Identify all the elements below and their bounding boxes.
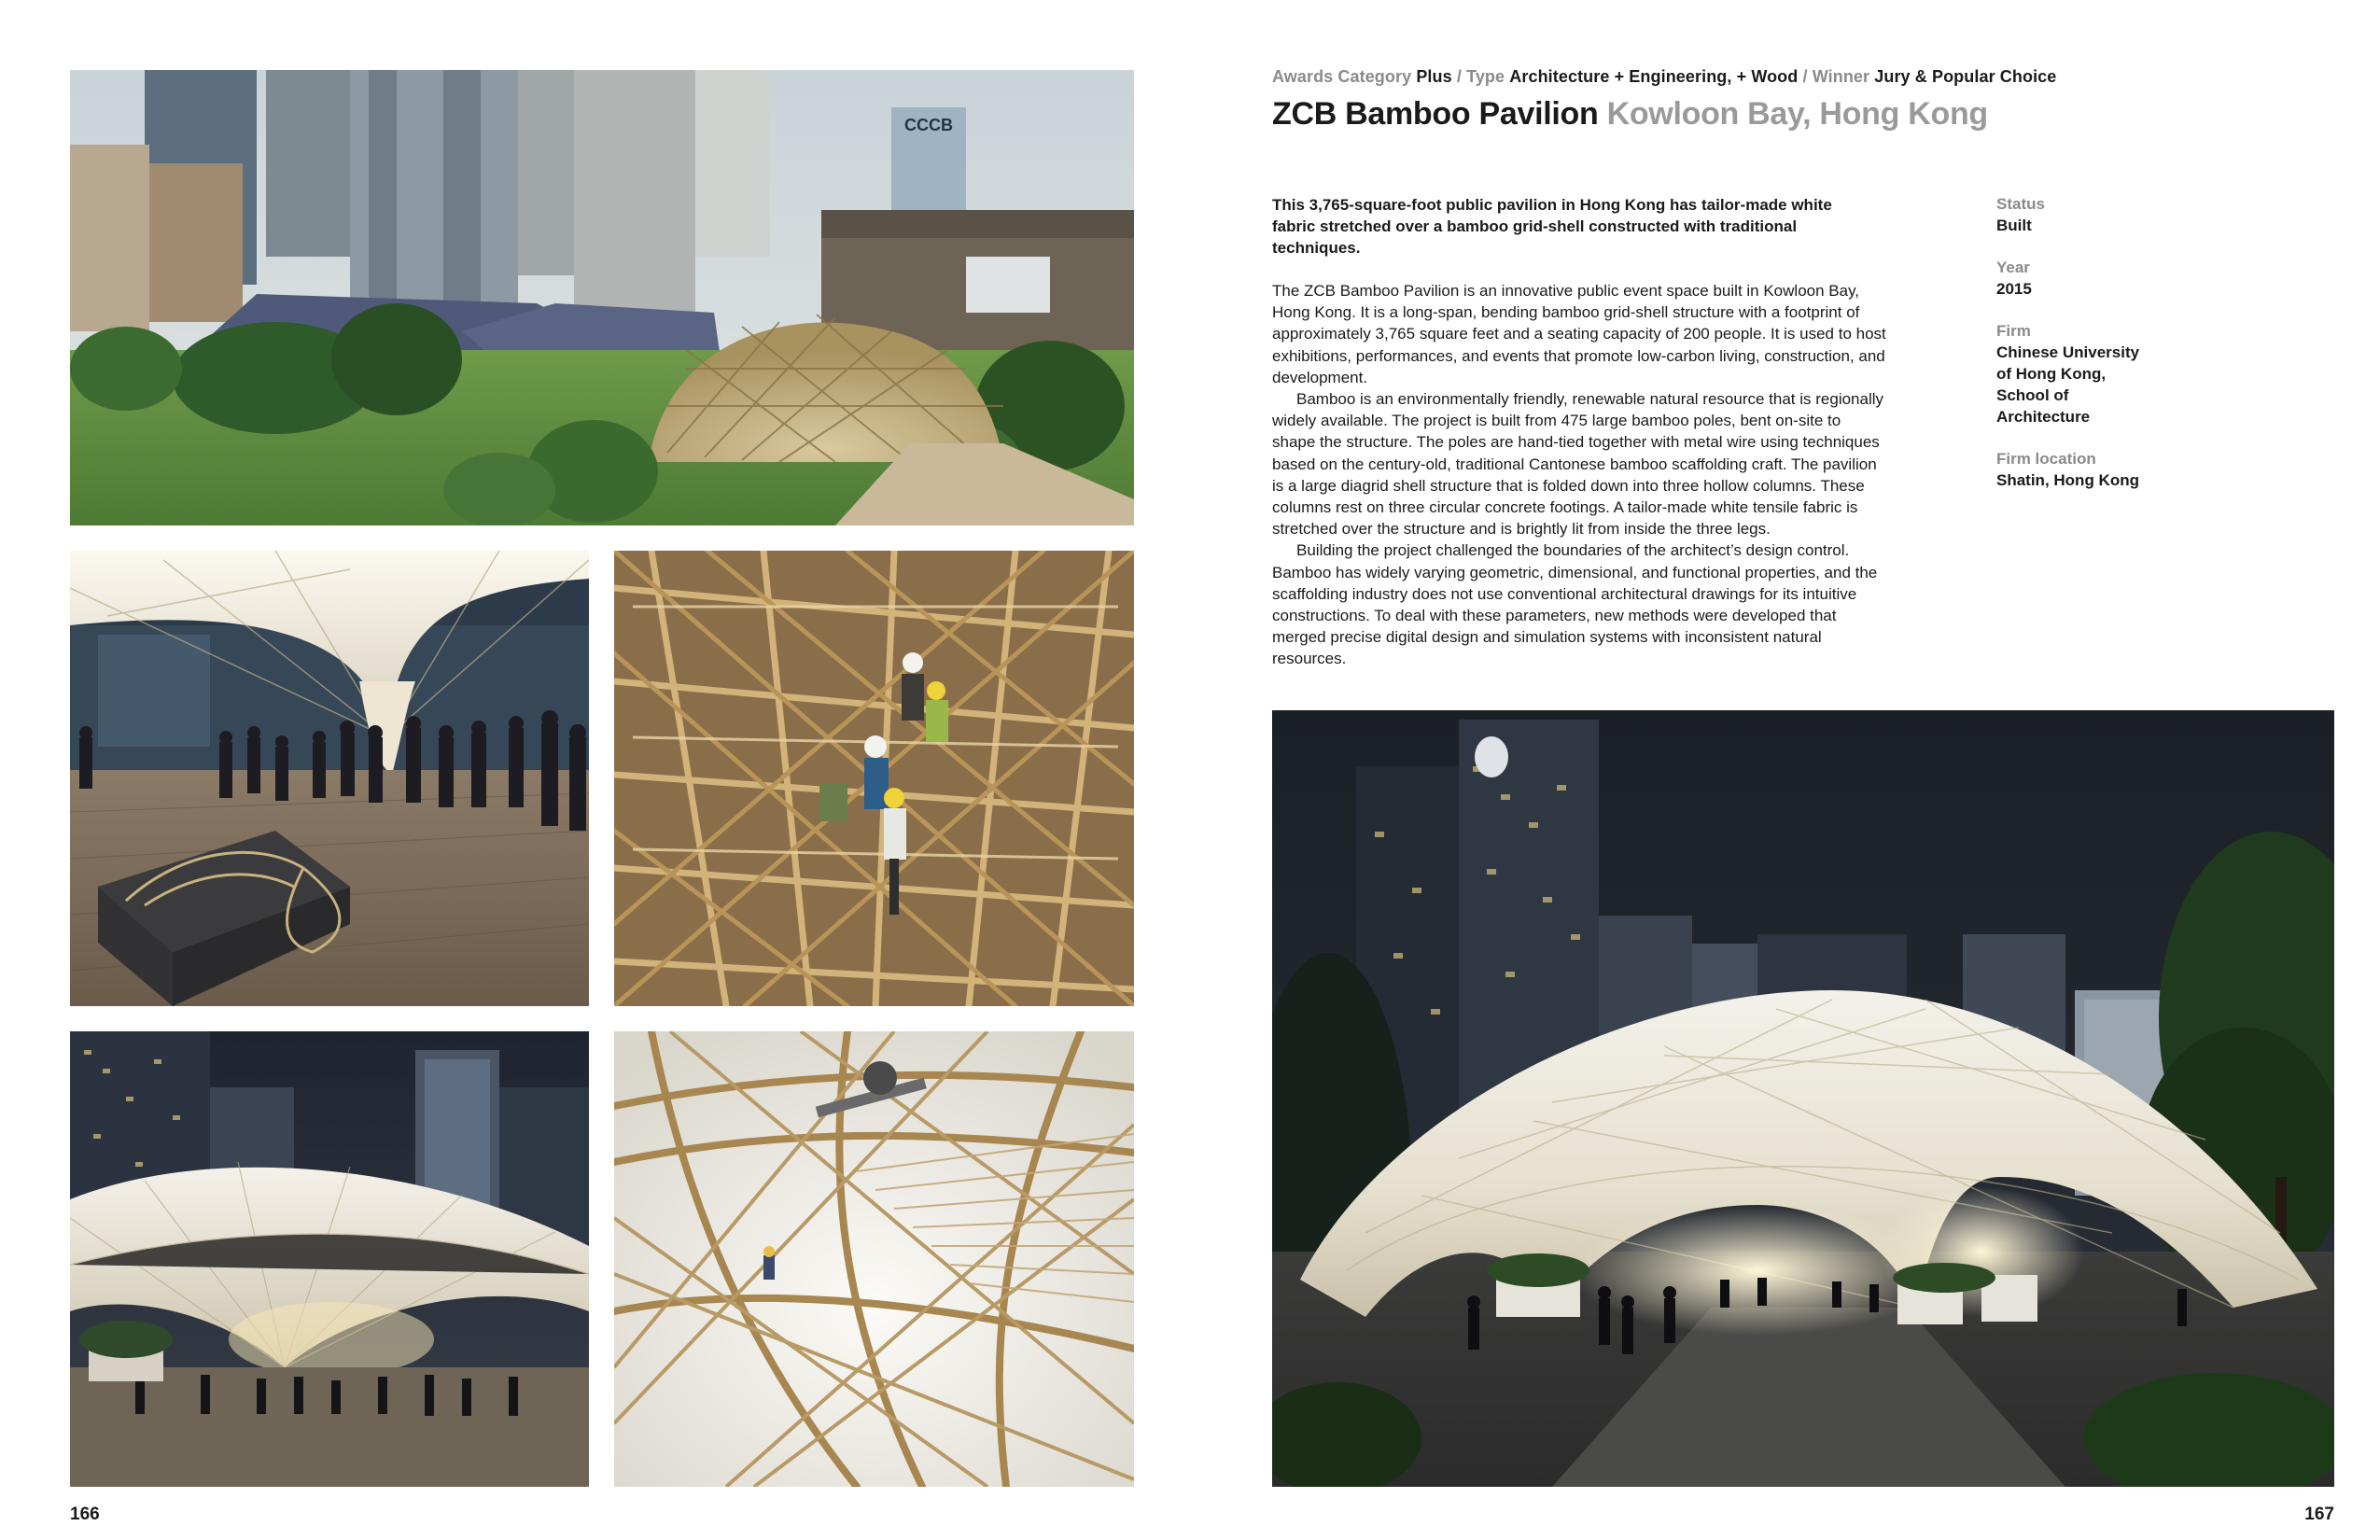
firm-value-line: of Hong Kong, — [1996, 365, 2107, 383]
awards-category-label: Awards Category — [1272, 67, 1412, 86]
project-title — [1272, 96, 1988, 133]
firm-fact — [1996, 320, 2230, 427]
firm-location-value: Shatin, Hong Kong — [1996, 471, 2139, 489]
firm-value-line: Architecture — [1996, 408, 2091, 426]
firm-value-line: School of — [1996, 386, 2069, 404]
meta-separator: / — [1798, 67, 1813, 86]
project-name: ZCB Bamboo Pavilion — [1272, 96, 1599, 132]
year-label: Year — [1996, 259, 2030, 276]
lead-paragraph: This 3,765-square-foot public pavilion in Hong Kong has tailor-made white fabric stretched over a bamboo grid-shell constructed with traditional techniques. — [1272, 196, 1832, 257]
type-label: Type — [1466, 67, 1505, 86]
body-text — [1272, 280, 1888, 670]
awards-category-value: Plus — [1416, 67, 1452, 86]
project-location: Kowloon Bay, Hong Kong — [1606, 96, 1988, 132]
awards-meta-line — [1272, 67, 2056, 87]
photo-night-event-crowd — [70, 551, 589, 1006]
status-fact — [1996, 193, 2230, 236]
photo-night-canopy-view — [70, 1031, 589, 1487]
year-value: 2015 — [1996, 280, 2032, 298]
year-fact — [1996, 257, 2230, 300]
status-value: Built — [1996, 217, 2032, 234]
firm-value-line: Chinese University — [1996, 343, 2140, 361]
photo-bamboo-scaffolding-workers — [614, 551, 1134, 1006]
firm-location-fact — [1996, 448, 2230, 491]
type-value: Architecture + Engineering, + Wood — [1509, 67, 1799, 86]
cccb-sign: CCCB — [904, 116, 953, 134]
photo-bamboo-grid-interior — [614, 1031, 1134, 1487]
firm-location-label: Firm location — [1996, 450, 2096, 468]
status-label: Status — [1996, 195, 2045, 213]
winner-label: Winner — [1812, 67, 1870, 86]
body-paragraph: The ZCB Bamboo Pavilion is an innovative public event space built in Kowloon Bay, Hong Kong. It is a long-span, bending bamboo grid-shell structure with a footprint of approximately 3,765 square feet and a seating capacity of 200 people. It is used to host exhibitions, performances, and events that promote low-carbon living, construction, and development. — [1272, 282, 1886, 386]
meta-separator: / — [1451, 67, 1467, 86]
firm-label: Firm — [1996, 322, 2031, 340]
page-number-left: 166 — [70, 1505, 100, 1524]
page-number-right: 167 — [2304, 1505, 2334, 1524]
body-paragraph: Bamboo is an environmentally friendly, renewable natural resource that is regionally widely available. The project is built from 475 large bamboo poles, bent on-site to shape the structure. The poles are hand-tied together with metal wire using techniques based on the century-old, traditional Cantonese bamboo scaffolding craft. The pavilion is a large diagrid shell structure that is folded down into three hollow columns. These columns rest on three circular concrete footings. A tailor-made white tensile fabric is stretched over the structure and is brightly lit from inside the three legs. — [1272, 390, 1884, 539]
project-facts-sidebar — [1996, 193, 2230, 511]
winner-value: Jury & Popular Choice — [1874, 67, 2057, 86]
body-paragraph: Building the project challenged the boundaries of the architect’s design control. Bamboo has widely varying geometric, dimensional, and functional properties, and the scaffolding industry does not use conventional architectural drawings for its intuitive constructions. To deal with these parameters, new methods were developed that merged precise digital design and simulation systems with inconsistent natural resources. — [1272, 541, 1878, 668]
photo-daytime-overview — [70, 70, 1134, 525]
photo-pavilion-night-main — [1272, 710, 2334, 1487]
